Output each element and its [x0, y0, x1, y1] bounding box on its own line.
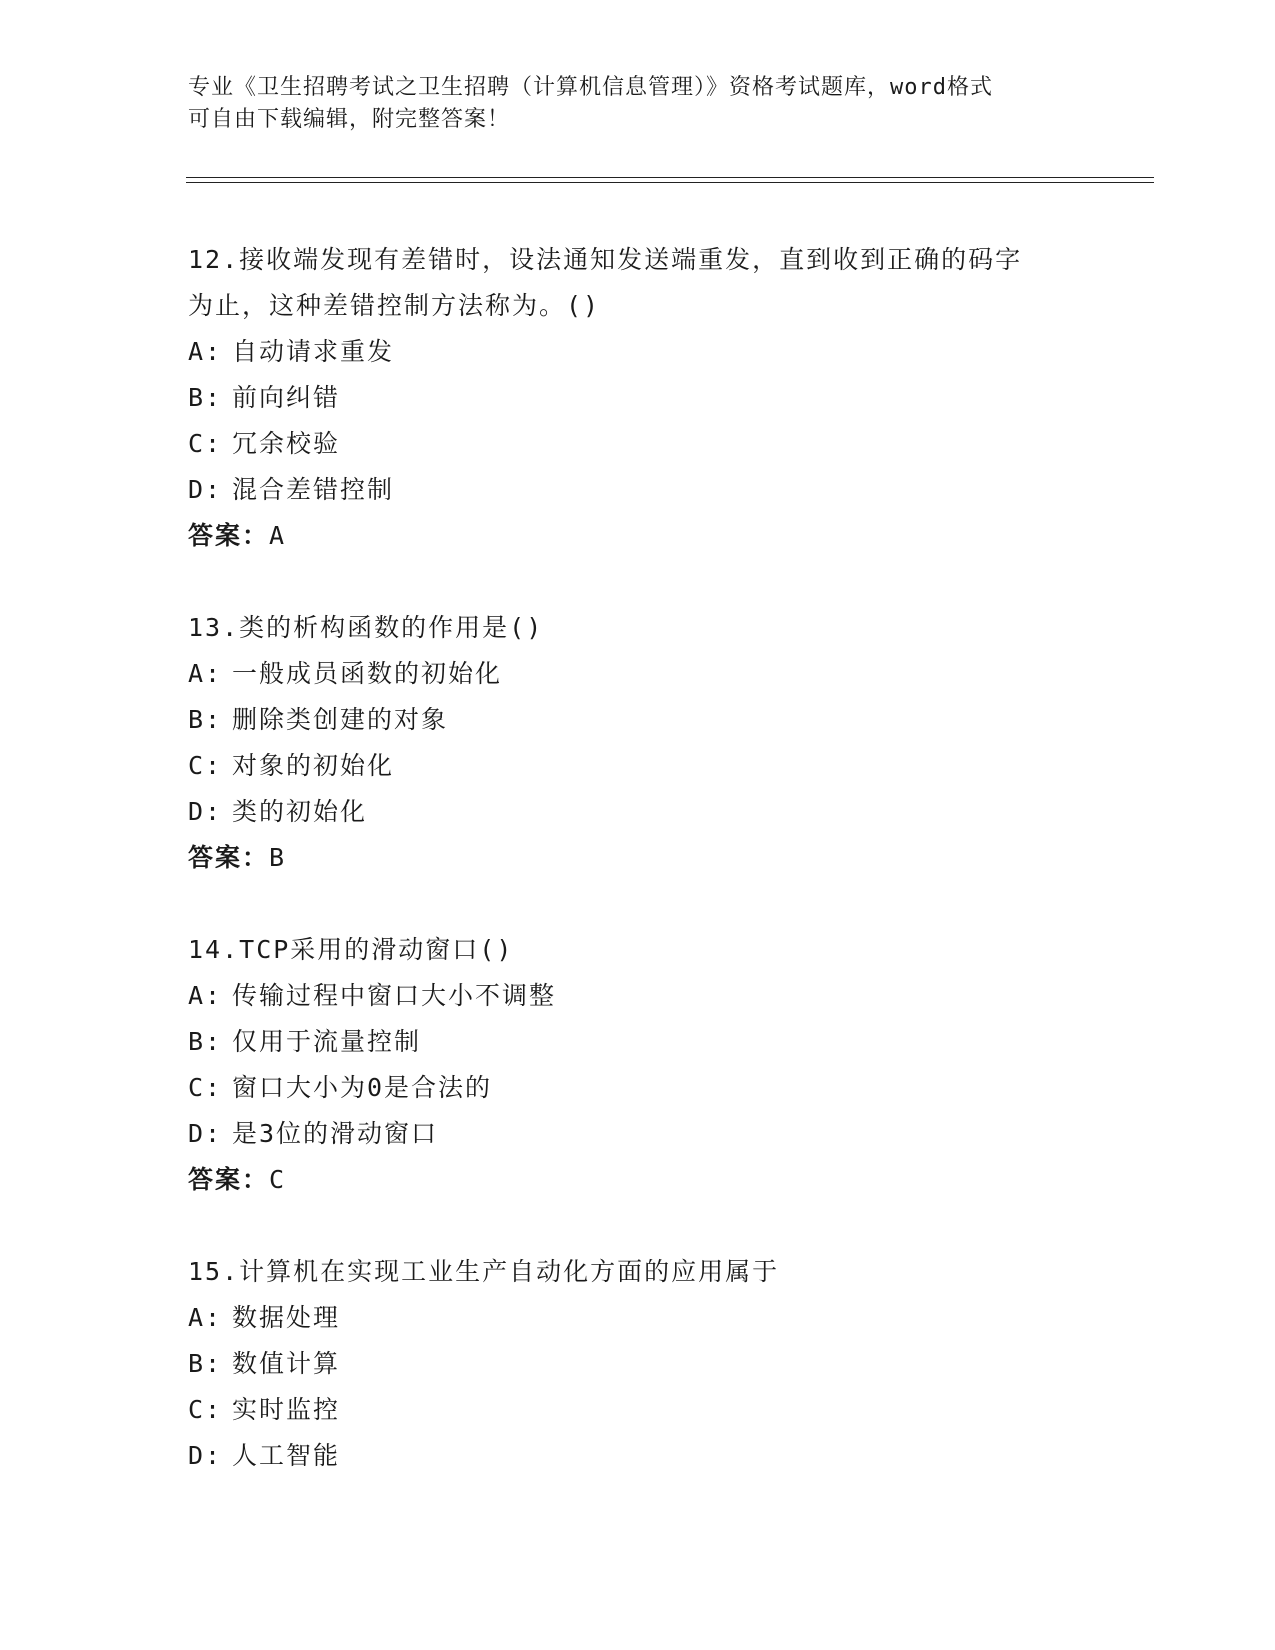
option-label: B: [188, 1349, 223, 1378]
option-b [188, 697, 1088, 743]
question-text: 15.计算机在实现工业生产自动化方面的应用属于 [188, 1257, 780, 1286]
option-text: 数值计算 [232, 1349, 341, 1378]
option-label: C: [188, 1073, 223, 1102]
option-label: D: [188, 1119, 223, 1148]
option-text: 窗口大小为0是合法的 [232, 1073, 493, 1102]
option-label: C: [188, 751, 223, 780]
option-b [188, 1019, 1088, 1065]
option-c [188, 1065, 1088, 1111]
option-text: 是3位的滑动窗口 [232, 1119, 439, 1148]
option-label: A: [188, 659, 223, 688]
question-13 [188, 605, 1088, 881]
answer-value: A [269, 521, 287, 550]
question-15 [188, 1249, 1088, 1479]
question-text: 13.类的析构函数的作用是() [188, 613, 544, 642]
option-a [188, 329, 1088, 375]
header-divider-bottom [186, 182, 1154, 183]
option-text: 数据处理 [232, 1303, 341, 1332]
header-line-1: 专业《卫生招聘考试之卫生招聘（计算机信息管理）》资格考试题库，word格式 [188, 75, 993, 100]
option-a [188, 973, 1088, 1019]
question-12 [188, 237, 1088, 559]
option-a [188, 1295, 1088, 1341]
option-text: 人工智能 [232, 1441, 341, 1470]
question-14 [188, 927, 1088, 1203]
option-b [188, 1341, 1088, 1387]
answer-label: 答案： [188, 843, 270, 872]
option-text: 仅用于流量控制 [232, 1027, 422, 1056]
option-text: 冗余校验 [232, 429, 341, 458]
answer-line [188, 513, 1088, 559]
option-text: 实时监控 [232, 1395, 341, 1424]
answer-line [188, 1157, 1088, 1203]
option-label: A: [188, 1303, 223, 1332]
answer-label: 答案： [188, 521, 270, 550]
option-d [188, 1111, 1088, 1157]
option-text: 一般成员函数的初始化 [232, 659, 503, 688]
option-label: D: [188, 1441, 223, 1470]
option-text: 对象的初始化 [232, 751, 395, 780]
option-d [188, 789, 1088, 835]
option-c [188, 421, 1088, 467]
option-label: D: [188, 797, 223, 826]
header-line-2: 可自由下载编辑，附完整答案！ [188, 107, 511, 132]
answer-value: C [269, 1165, 287, 1194]
document-header [188, 72, 1088, 136]
option-label: A: [188, 337, 223, 366]
option-c [188, 1387, 1088, 1433]
question-text: 14.TCP采用的滑动窗口() [188, 935, 514, 964]
option-label: B: [188, 1027, 223, 1056]
answer-label: 答案： [188, 1165, 270, 1194]
option-text: 删除类创建的对象 [232, 705, 449, 734]
option-text: 混合差错控制 [232, 475, 395, 504]
answer-line [188, 835, 1088, 881]
option-label: C: [188, 429, 223, 458]
question-text: 12.接收端发现有差错时，设法通知发送端重发，直到收到正确的码字 [188, 245, 1023, 274]
option-text: 类的初始化 [232, 797, 368, 826]
option-d [188, 1433, 1088, 1479]
header-divider-top [186, 177, 1154, 178]
answer-value: B [269, 843, 287, 872]
option-d [188, 467, 1088, 513]
option-label: D: [188, 475, 223, 504]
option-label: A: [188, 981, 223, 1010]
question-text-continued: 为止，这种差错控制方法称为。() [188, 291, 601, 320]
option-label: C: [188, 1395, 223, 1424]
option-b [188, 375, 1088, 421]
question-list [188, 237, 1088, 1525]
option-label: B: [188, 705, 223, 734]
option-text: 传输过程中窗口大小不调整 [232, 981, 557, 1010]
option-text: 自动请求重发 [232, 337, 395, 366]
option-a [188, 651, 1088, 697]
option-text: 前向纠错 [232, 383, 341, 412]
option-c [188, 743, 1088, 789]
option-label: B: [188, 383, 223, 412]
